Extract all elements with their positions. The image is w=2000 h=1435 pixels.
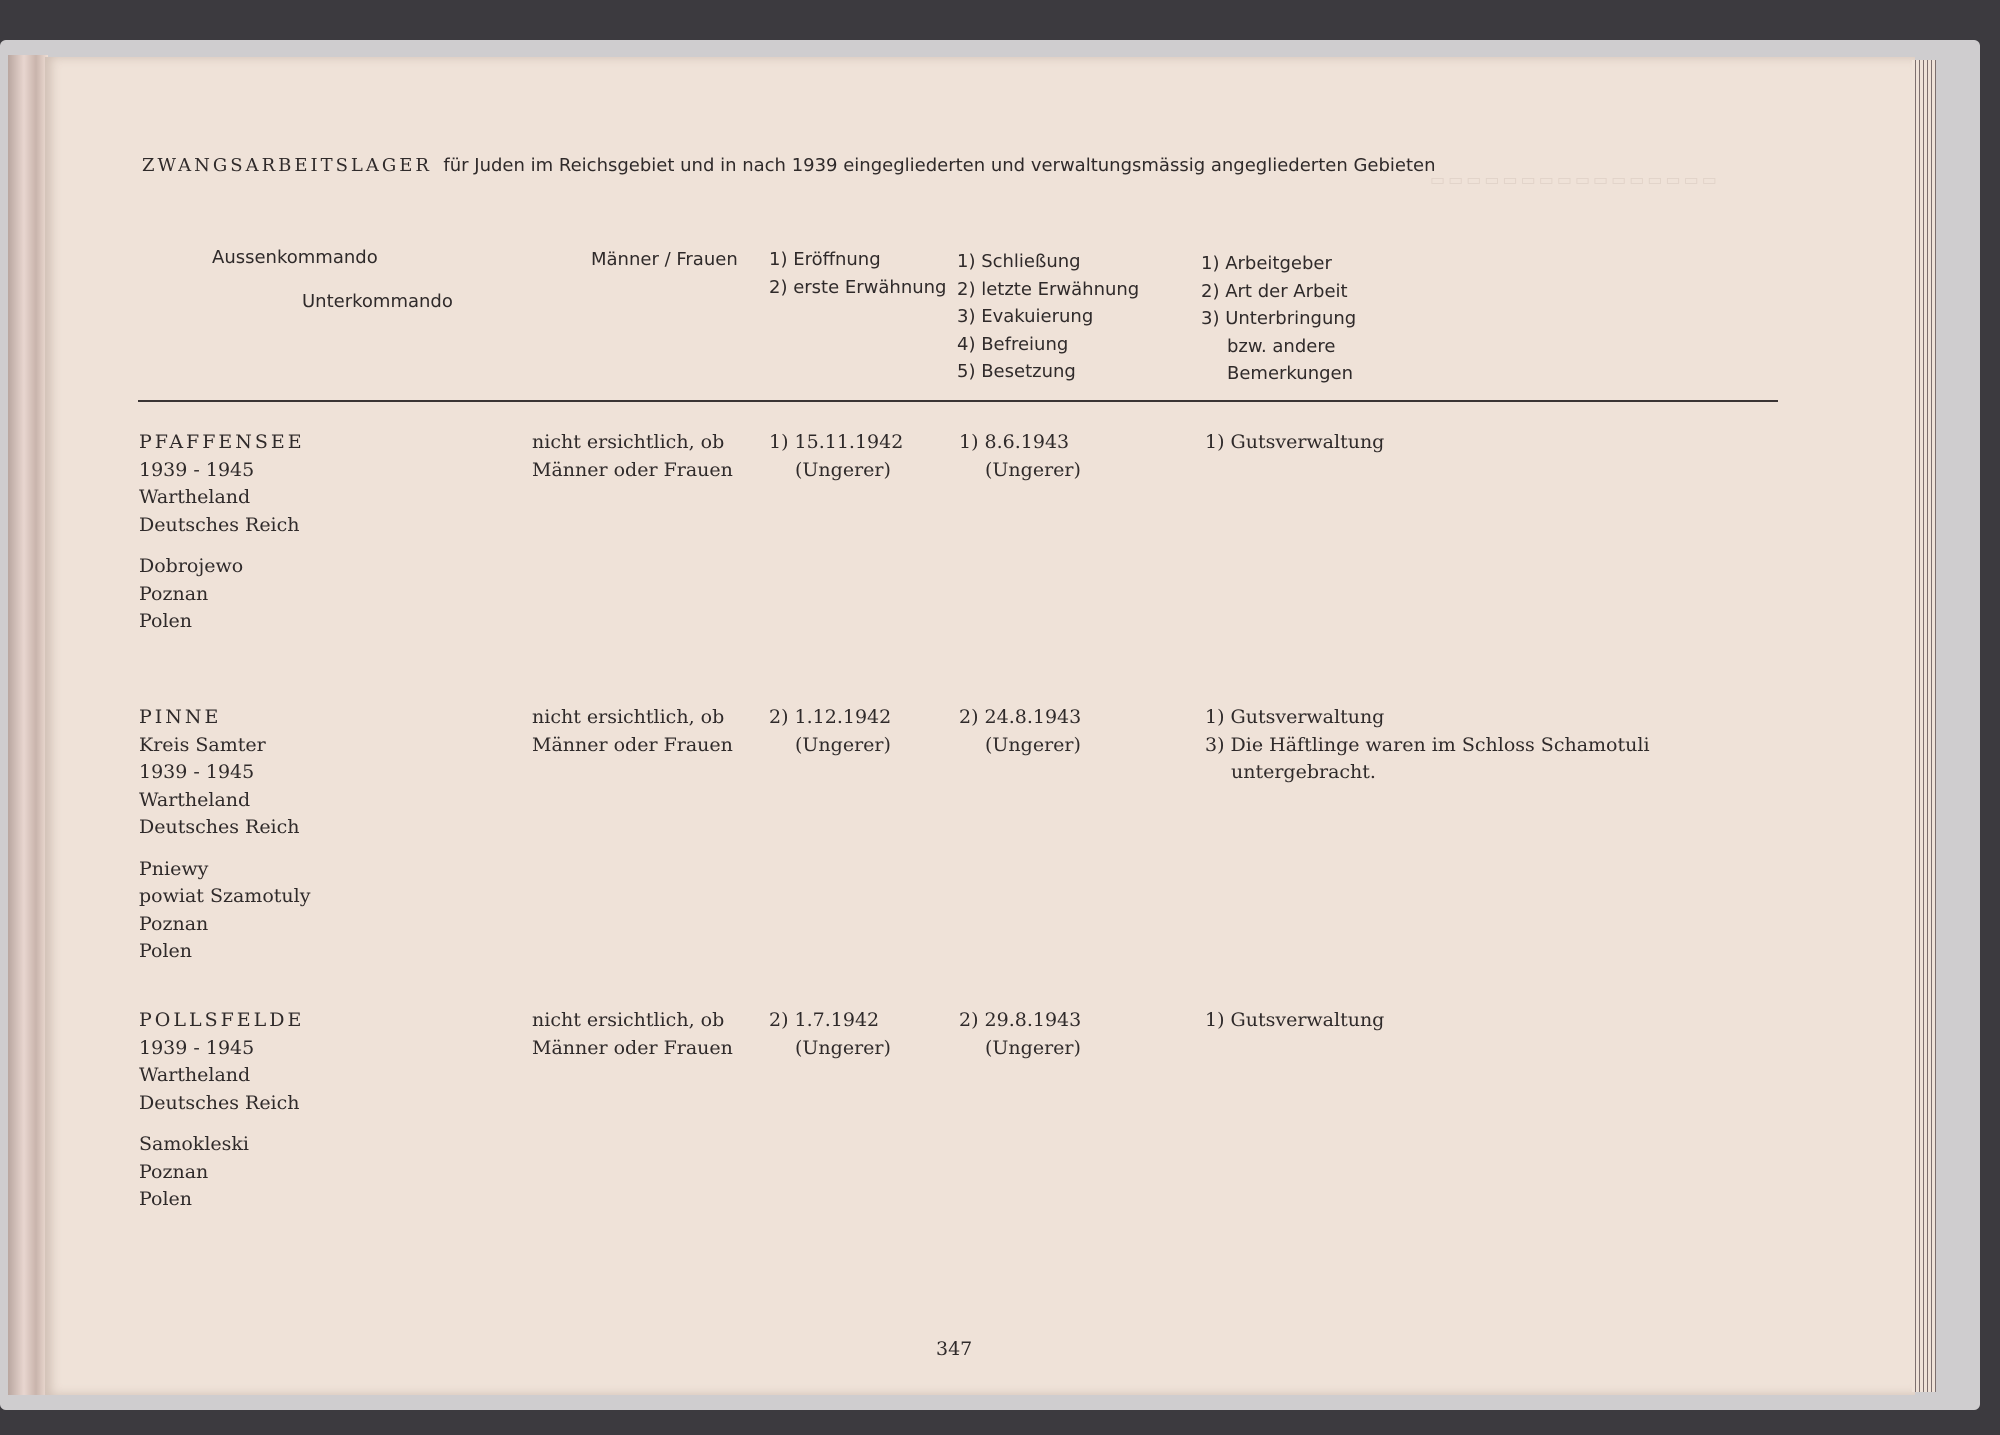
header-schliessung [957, 248, 1139, 386]
source-line: (Ungerer) [985, 458, 1081, 481]
entry-closing [959, 704, 1081, 759]
source-line: (Ungerer) [795, 458, 891, 481]
closing-line: 2) 24.8.1943 [959, 706, 1082, 728]
source-line: (Ungerer) [795, 1036, 891, 1059]
location-line: Wartheland [139, 1064, 251, 1086]
entry-closing [959, 1007, 1081, 1062]
header-line: 3) Evakuierung [957, 306, 1094, 327]
location-line: Deutsches Reich [139, 1091, 300, 1114]
gender-line: Männer oder Frauen [532, 458, 733, 481]
header-divider [138, 400, 1778, 402]
entry-name: PINNE [139, 706, 222, 728]
closing-line: 2) 29.8.1943 [959, 1009, 1082, 1031]
entry-name: PFAFFENSEE [139, 431, 305, 453]
header-line: bzw. andere [1227, 335, 1336, 357]
entry-location [139, 429, 305, 636]
bleed-through-text: ▭▭▭▭▭▭▭▭▭▭▭▭▭▭▭▭ [1430, 170, 1720, 189]
employer-line: 1) Gutsverwaltung [1205, 431, 1385, 453]
sub-location-line: Polen [139, 1188, 193, 1210]
sub-location-line: Pniewy [139, 857, 209, 880]
opening-line: 2) 1.12.1942 [769, 706, 892, 728]
header-line: 5) Besetzung [957, 361, 1076, 382]
employer-line: 1) Gutsverwaltung [1205, 706, 1385, 728]
entry-location [139, 1007, 304, 1214]
entry-name: POLLSFELDE [139, 1009, 305, 1031]
closing-line: 1) 8.6.1943 [959, 431, 1070, 453]
opening-line: 1) 15.11.1942 [769, 431, 904, 453]
header-line: 2) erste Erwähnung [769, 276, 947, 298]
source-line: (Ungerer) [985, 1036, 1081, 1059]
header-line: 2) Art der Arbeit [1201, 280, 1348, 302]
gender-line: Männer oder Frauen [532, 733, 733, 756]
location-line: 1939 - 1945 [139, 761, 255, 783]
entry-gender [532, 1007, 733, 1062]
opening-line: 2) 1.7.1942 [769, 1009, 880, 1031]
source-line: (Ungerer) [795, 733, 891, 756]
gender-line: nicht ersichtlich, ob [532, 1009, 725, 1031]
location-line: Deutsches Reich [139, 513, 300, 536]
page-title [142, 152, 1436, 180]
entry-gender [532, 429, 733, 484]
location-line: 1939 - 1945 [139, 458, 255, 481]
spacer [139, 1117, 304, 1131]
location-line: Deutsches Reich [139, 816, 300, 838]
header-line: 4) Befreiung [957, 333, 1069, 355]
entry-opening [769, 704, 891, 759]
entry-closing [959, 429, 1081, 484]
header-eroeffnung [769, 246, 947, 301]
employer-line: 3) Die Häftlinge waren im Schloss Schamotuli [1205, 733, 1650, 756]
location-line: Wartheland [139, 486, 251, 508]
sub-location-line: Polen [139, 610, 193, 632]
sub-location-line: Poznan [139, 912, 209, 935]
header-aussenkommando: Aussenkommando [212, 247, 378, 268]
header-line: 3) Unterbringung [1201, 308, 1357, 329]
sub-location-line: Samokleski [139, 1133, 249, 1155]
entry-employer [1205, 704, 1650, 787]
header-maenner-frauen: Männer / Frauen [591, 249, 738, 270]
header-line: 2) letzte Erwähnung [957, 278, 1140, 300]
entry-opening [769, 1007, 891, 1062]
employer-line: untergebracht. [1231, 761, 1376, 783]
header-line: 1) Arbeitgeber [1201, 253, 1332, 274]
page-number: 347 [936, 1338, 973, 1360]
employer-line: 1) Gutsverwaltung [1205, 1009, 1385, 1031]
sub-location-line: Poznan [139, 582, 209, 605]
header-line: Bemerkungen [1227, 363, 1354, 384]
entry-opening [769, 429, 903, 484]
entry-employer [1205, 429, 1384, 457]
sub-location-line: powiat Szamotuly [139, 885, 311, 907]
source-line: (Ungerer) [985, 733, 1081, 756]
spacer [139, 539, 305, 553]
sub-location-line: Poznan [139, 1160, 209, 1183]
header-line: 1) Eröffnung [769, 249, 881, 270]
page-stack-edges [1912, 60, 1936, 1392]
entry-location [139, 704, 310, 966]
header-line: 1) Schließung [957, 251, 1081, 272]
facing-page-edge [8, 55, 48, 1395]
gender-line: nicht ersichtlich, ob [532, 706, 725, 728]
gender-line: nicht ersichtlich, ob [532, 431, 725, 453]
sub-location-line: Dobrojewo [139, 555, 244, 577]
title-prefix: ZWANGSARBEITSLAGER [142, 155, 432, 176]
location-line: Kreis Samter [139, 733, 266, 756]
entry-gender [532, 704, 733, 759]
header-arbeitgeber [1201, 250, 1356, 388]
location-line: Wartheland [139, 788, 251, 811]
title-rest: für Juden im Reichsgebiet und in nach 1939 eingegliederten und verwaltungsmässig angegliederten Gebieten [443, 155, 1436, 176]
header-unterkommando: Unterkommando [302, 291, 453, 312]
sub-location-line: Polen [139, 940, 193, 962]
gender-line: Männer oder Frauen [532, 1036, 733, 1059]
spacer [139, 842, 310, 856]
location-line: 1939 - 1945 [139, 1036, 255, 1059]
entry-employer [1205, 1007, 1384, 1035]
